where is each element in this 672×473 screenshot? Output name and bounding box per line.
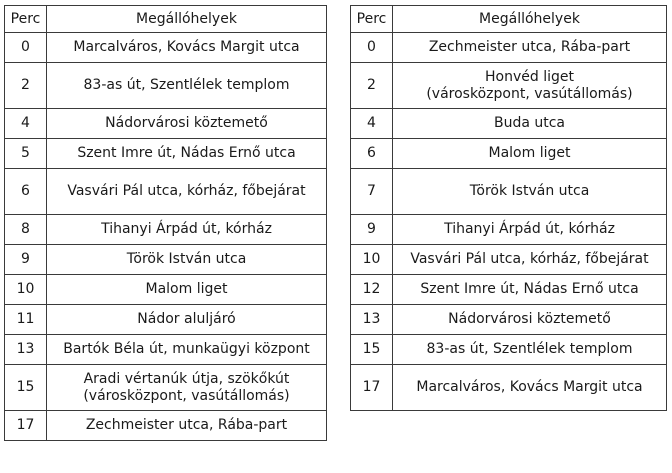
stop-cell: Malom liget bbox=[393, 139, 667, 169]
table-row bbox=[5, 411, 327, 441]
perc-cell: 0 bbox=[5, 33, 47, 63]
stop-cell: Malom liget bbox=[47, 275, 327, 305]
table-row bbox=[351, 33, 667, 63]
perc-cell: 11 bbox=[5, 305, 47, 335]
header-stops: Megállóhelyek bbox=[393, 6, 667, 33]
timetable-left bbox=[4, 5, 327, 441]
table-row bbox=[351, 245, 667, 275]
table-row bbox=[5, 335, 327, 365]
stop-cell: Nádorvárosi köztemető bbox=[393, 305, 667, 335]
table-row bbox=[351, 275, 667, 305]
table-row bbox=[5, 63, 327, 109]
table-row bbox=[351, 109, 667, 139]
table-row bbox=[5, 245, 327, 275]
stop-cell: Tihanyi Árpád út, kórház bbox=[47, 215, 327, 245]
stop-cell: Tihanyi Árpád út, kórház bbox=[393, 215, 667, 245]
stop-cell: Nádorvárosi köztemető bbox=[47, 109, 327, 139]
stop-cell: Vasvári Pál utca, kórház, főbejárat bbox=[47, 169, 327, 215]
table-row bbox=[351, 365, 667, 411]
stop-cell: Marcalváros, Kovács Margit utca bbox=[47, 33, 327, 63]
table-row bbox=[5, 305, 327, 335]
header-stops: Megállóhelyek bbox=[47, 6, 327, 33]
table-row bbox=[5, 275, 327, 305]
table-row bbox=[5, 215, 327, 245]
table-row bbox=[351, 139, 667, 169]
perc-cell: 0 bbox=[351, 33, 393, 63]
perc-cell: 10 bbox=[351, 245, 393, 275]
timetable-right bbox=[350, 5, 667, 411]
perc-cell: 7 bbox=[351, 169, 393, 215]
stop-cell: Török István utca bbox=[47, 245, 327, 275]
stop-cell: Nádor aluljáró bbox=[47, 305, 327, 335]
perc-cell: 5 bbox=[5, 139, 47, 169]
perc-cell: 8 bbox=[5, 215, 47, 245]
perc-cell: 12 bbox=[351, 275, 393, 305]
table-row bbox=[5, 139, 327, 169]
stop-cell: 83-as út, Szentlélek templom bbox=[393, 335, 667, 365]
stop-cell: 83-as út, Szentlélek templom bbox=[47, 63, 327, 109]
table-row bbox=[5, 169, 327, 215]
perc-cell: 4 bbox=[351, 109, 393, 139]
perc-cell: 10 bbox=[5, 275, 47, 305]
stop-cell: Marcalváros, Kovács Margit utca bbox=[393, 365, 667, 411]
stop-cell: Aradi vértanúk útja, szökőkút (városközpont, vasútállomás) bbox=[47, 365, 327, 411]
header-perc: Perc bbox=[351, 6, 393, 33]
header-row bbox=[351, 6, 667, 33]
table-row bbox=[5, 365, 327, 411]
perc-cell: 2 bbox=[5, 63, 47, 109]
stop-cell: Bartók Béla út, munkaügyi központ bbox=[47, 335, 327, 365]
stop-cell: Szent Imre út, Nádas Ernő utca bbox=[393, 275, 667, 305]
perc-cell: 6 bbox=[5, 169, 47, 215]
perc-cell: 15 bbox=[351, 335, 393, 365]
stop-cell: Vasvári Pál utca, kórház, főbejárat bbox=[393, 245, 667, 275]
table-row bbox=[351, 335, 667, 365]
perc-cell: 9 bbox=[5, 245, 47, 275]
table-row bbox=[5, 33, 327, 63]
header-perc: Perc bbox=[5, 6, 47, 33]
stop-cell: Honvéd liget (városközpont, vasútállomás) bbox=[393, 63, 667, 109]
stop-cell: Szent Imre út, Nádas Ernő utca bbox=[47, 139, 327, 169]
stop-cell: Zechmeister utca, Rába-part bbox=[393, 33, 667, 63]
table-row bbox=[351, 169, 667, 215]
table-row bbox=[351, 63, 667, 109]
perc-cell: 13 bbox=[5, 335, 47, 365]
perc-cell: 17 bbox=[351, 365, 393, 411]
header-row bbox=[5, 6, 327, 33]
table-row bbox=[351, 305, 667, 335]
table-row bbox=[5, 109, 327, 139]
perc-cell: 6 bbox=[351, 139, 393, 169]
perc-cell: 4 bbox=[5, 109, 47, 139]
stop-cell: Török István utca bbox=[393, 169, 667, 215]
perc-cell: 15 bbox=[5, 365, 47, 411]
stop-cell: Buda utca bbox=[393, 109, 667, 139]
perc-cell: 17 bbox=[5, 411, 47, 441]
perc-cell: 2 bbox=[351, 63, 393, 109]
stop-cell: Zechmeister utca, Rába-part bbox=[47, 411, 327, 441]
table-row bbox=[351, 215, 667, 245]
perc-cell: 13 bbox=[351, 305, 393, 335]
perc-cell: 9 bbox=[351, 215, 393, 245]
